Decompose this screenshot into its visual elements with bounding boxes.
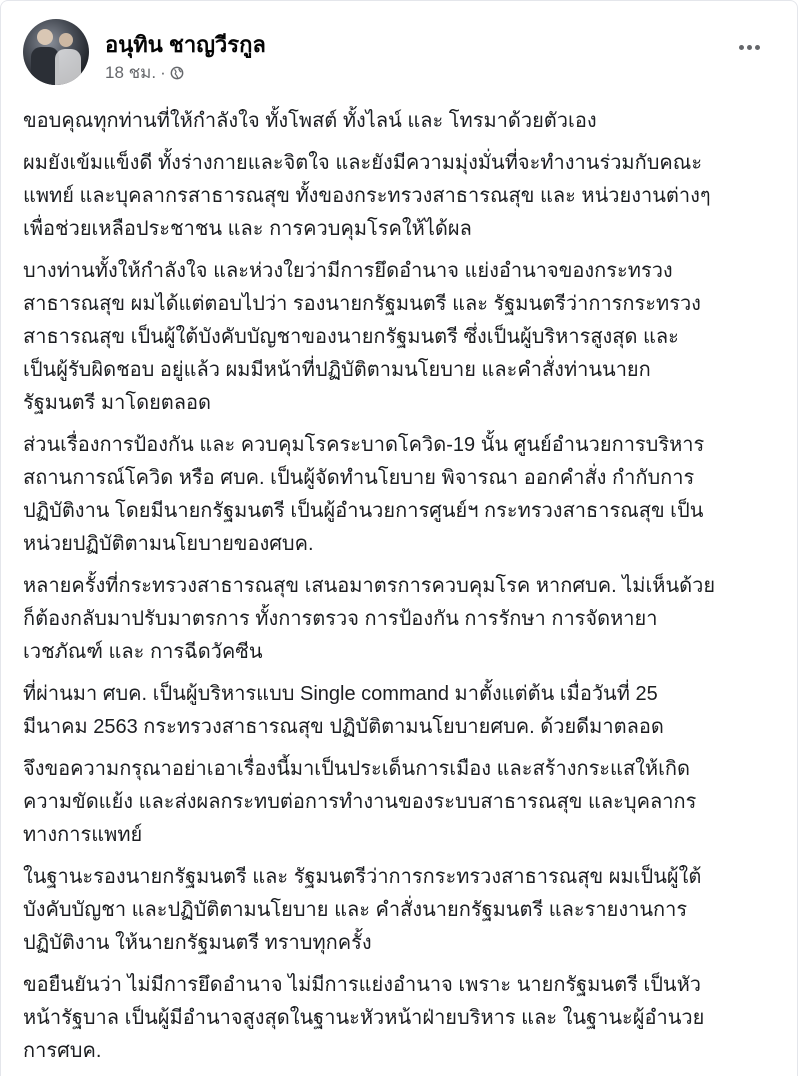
post-text-line: ผมยังเข้มแข็งดี ทั้งร่างกายและจิตใจ และยังมีความมุ่งมั่นที่จะทำงานร่วมกับคณะ <box>23 152 703 174</box>
post-text-line: หลายครั้งที่กระทรวงสาธารณสุข เสนอมาตรการควบคุมโรค หากศบค. ไม่เห็นด้วย <box>23 575 716 597</box>
more-options-button[interactable] <box>729 35 769 59</box>
post-text-line: ที่ผ่านมา ศบค. เป็นผู้บริหารแบบ Single command มาตั้งแต่ต้น เมื่อวันที่ 25 <box>23 683 658 705</box>
more-dot <box>755 45 760 50</box>
globe-icon <box>170 66 184 80</box>
post-text <box>23 105 793 1077</box>
post-paragraph <box>23 753 793 852</box>
post-paragraph <box>23 678 793 744</box>
post-text-line: ก็ต้องกลับมาปรับมาตรการ ทั้งการตรวจ การป้องกัน การรักษา การจัดหายา <box>23 608 658 630</box>
post-text-line: บางท่านทั้งให้กำลังใจ และห่วงใยว่ามีการยึดอำนาจ แย่งอำนาจของกระทรวง <box>23 260 673 282</box>
avatar-photo-person <box>59 33 73 47</box>
post-text-line: สถานการณ์โควิด หรือ ศบค. เป็นผู้จัดทำนโยบาย พิจารณา ออกคำสั่ง กำกับการ <box>23 467 695 489</box>
post-text-line: มีนาคม 2563 กระทรวงสาธารณสุข ปฏิบัติตามนโยบายศบค. ด้วยดีมาตลอด <box>23 716 664 738</box>
post-text-line: ปฏิบัติงาน โดยมีนายกรัฐมนตรี เป็นผู้อำนวยการศูนย์ฯ กระทรวงสาธารณสุข เป็น <box>23 500 704 522</box>
post-paragraph <box>23 861 793 960</box>
post-text-line: เวชภัณฑ์ และ การฉีดวัคซีน <box>23 641 263 663</box>
avatar-photo-body <box>55 49 81 85</box>
post-text-line: ความขัดแย้ง และส่งผลกระทบต่อการทำงานของระบบสาธารณสุข และบุคลากร <box>23 791 697 813</box>
post-paragraph <box>23 969 793 1068</box>
post-text-line: เพื่อช่วยเหลือประชาชน และ การควบคุมโรคให้ได้ผล <box>23 218 472 240</box>
post-text-line: ขอยืนยันว่า ไม่มีการยึดอำนาจ ไม่มีการแย่งอำนาจ เพราะ นายกรัฐมนตรี เป็นหัว <box>23 974 701 996</box>
post-paragraph <box>23 255 793 420</box>
post-paragraph <box>23 570 793 669</box>
post-text-line: การศบค. <box>23 1040 102 1062</box>
post-text-line: ขอบคุณทุกท่านที่ให้กำลังใจ ทั้งโพสต์ ทั้งไลน์ และ โทรมาด้วยตัวเอง <box>23 110 597 132</box>
post-paragraph <box>23 105 793 138</box>
post-text-line: หน้ารัฐบาล เป็นผู้มีอำนาจสูงสุดในฐานะหัวหน้าฝ่ายบริหาร และ ในฐานะผู้อำนวย <box>23 1007 705 1029</box>
more-dot <box>747 45 752 50</box>
post-text-line: แพทย์ และบุคลากรสาธารณสุข ทั้งของกระทรวงสาธารณสุข และ หน่วยงานต่างๆ <box>23 185 711 207</box>
post-meta <box>105 59 184 86</box>
avatar-photo-person <box>37 29 53 45</box>
post-text-line: เป็นผู้รับผิดชอบ อยู่แล้ว ผมมีหน้าที่ปฏิบัติตามนโยบาย และคำสั่งท่านนายก <box>23 359 651 381</box>
post-text-line: บังคับบัญชา และปฏิบัติตามนโยบาย และ คำสั่งนายกรัฐมนตรี และรายงานการ <box>23 899 688 921</box>
post-paragraph <box>23 429 793 561</box>
post-time[interactable]: 18 ชม. <box>105 63 157 82</box>
post-text-line: รัฐมนตรี มาโดยตลอด <box>23 392 212 414</box>
author-name[interactable]: อนุทิน ชาญวีรกูล <box>105 32 266 57</box>
post-text-line: ปฏิบัติงาน ให้นายกรัฐมนตรี ทราบทุกครั้ง <box>23 932 372 954</box>
post-text-line: จึงขอความกรุณาอย่าเอาเรื่องนี้มาเป็นประเด็นการเมือง และสร้างกระแสให้เกิด <box>23 758 691 780</box>
author-avatar[interactable] <box>23 19 89 85</box>
post-text-line: ทางการแพทย์ <box>23 824 143 846</box>
post-text-line: ส่วนเรื่องการป้องกัน และ ควบคุมโรคระบาดโควิด-19 นั้น ศูนย์อำนวยการบริหาร <box>23 434 705 456</box>
post-text-line: สาธารณสุข เป็นผู้ใต้บังคับบัญชาของนายกรัฐมนตรี ซึ่งเป็นผู้บริหารสูงสุด และ <box>23 326 679 348</box>
post-text-line: สาธารณสุข ผมได้แต่ตอบไปว่า รองนายกรัฐมนตรี และ รัฐมนตรีว่าการกระทรวง <box>23 293 701 315</box>
more-horizontal-icon <box>739 45 744 50</box>
meta-separator: · <box>160 62 166 82</box>
post-text-line: หน่วยปฏิบัติตามนโยบายของศบค. <box>23 533 314 555</box>
post-paragraph <box>23 147 793 246</box>
post-text-line: ในฐานะรองนายกรัฐมนตรี และ รัฐมนตรีว่าการกระทรวงสาธารณสุข ผมเป็นผู้ใต้ <box>23 866 702 888</box>
